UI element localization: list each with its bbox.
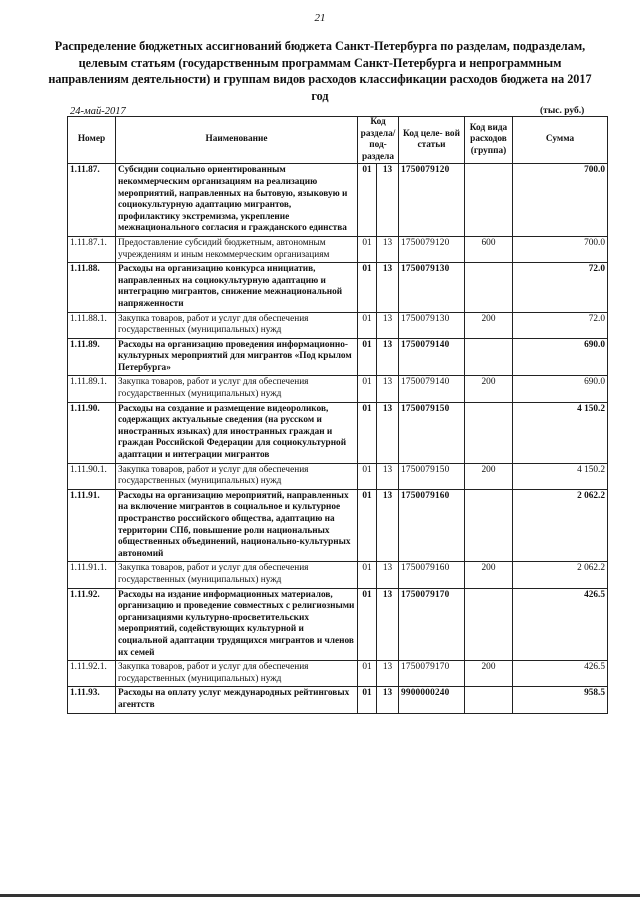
cell-vr [465,402,513,463]
cell-vr [465,687,513,713]
cell-sum: 958.5 [513,687,608,713]
cell-name: Расходы на организацию проведения информационно-культурных мероприятий для мигрантов «Под крылом Петербурга» [116,338,358,376]
cell-sum: 690.0 [513,376,608,402]
cell-name: Субсидии социально ориентированным некоммерческим организациям на реализацию мероприятий, направленных на бытовую, языковую и социокультурную адаптацию мигрантов, профилактику экстремизма, укрепление межнационального согласия и гражданского единства [116,164,358,237]
cell-sum: 4 150.2 [513,402,608,463]
cell-cs: 1750079150 [399,402,465,463]
cell-name: Расходы на издание информационных материалов, организацию и проведение совместных с религиозными организациями культурно-просветительских мероприятий, содействующих культурной и социальной адаптации трудящихся мигрантов и членов их семей [116,588,358,661]
cell-name: Закупка товаров, работ и услуг для обеспечения государственных (муниципальных) нужд [116,376,358,402]
header-razdel: Код раздела/ под- раздела [358,117,399,164]
header-vr: Код вида расходов (группа) [465,117,513,164]
cell-pr: 13 [377,338,399,376]
table-row [68,402,608,463]
cell-cs: 1750079160 [399,562,465,588]
cell-name: Закупка товаров, работ и услуг для обеспечения государственных (муниципальных) нужд [116,463,358,489]
cell-sum: 700.0 [513,236,608,262]
document-title: Распределение бюджетных ассигнований бюджета Санкт-Петербурга по разделам, подразделам, целевым статьям (государственным программам Санкт-Петербурга и непрограммным направлениям деятельности) и группам видов расходов классификации расходов бюджета на 2017 год [48,39,592,103]
cell-name: Расходы на организацию конкурса инициатив, направленных на социокультурную адаптацию и интеграцию мигрантов, снижение межнациональной напряженности [116,263,358,312]
document-date: 24-май-2017 [70,106,126,117]
cell-pr: 13 [377,236,399,262]
cell-num: 1.11.87. [68,164,116,237]
cell-cs: 9900000240 [399,687,465,713]
cell-cs: 1750079140 [399,338,465,376]
cell-pr: 13 [377,164,399,237]
table-row [68,588,608,661]
cell-cs: 1750079150 [399,463,465,489]
cell-pr: 13 [377,661,399,687]
cell-vr [465,588,513,661]
units-label: (тыс. руб.) [540,106,585,116]
cell-vr: 200 [465,376,513,402]
cell-cs: 1750079170 [399,661,465,687]
table-row [68,489,608,562]
table-row [68,661,608,687]
cell-sum: 700.0 [513,164,608,237]
cell-num: 1.11.91.1. [68,562,116,588]
cell-vr: 200 [465,312,513,338]
header-name: Наименование [116,117,358,164]
cell-pr: 13 [377,402,399,463]
table-row [68,312,608,338]
budget-table [67,116,608,714]
cell-name: Расходы на создание и размещение видеороликов, содержащих актуальные сведения (на русском и иностранных языках) для иностранных граждан и граждан Российской Федерации для социокультурной адаптации и интеграции мигрантов [116,402,358,463]
cell-sum: 72.0 [513,312,608,338]
cell-vr: 200 [465,661,513,687]
cell-rz: 01 [358,338,377,376]
scan-border-line [0,894,640,897]
cell-sum: 690.0 [513,338,608,376]
cell-sum: 426.5 [513,588,608,661]
cell-name: Закупка товаров, работ и услуг для обеспечения государственных (муниципальных) нужд [116,661,358,687]
cell-rz: 01 [358,236,377,262]
cell-rz: 01 [358,588,377,661]
cell-pr: 13 [377,376,399,402]
cell-rz: 01 [358,263,377,312]
cell-rz: 01 [358,402,377,463]
cell-vr: 200 [465,562,513,588]
cell-sum: 4 150.2 [513,463,608,489]
cell-name: Предоставление субсидий бюджетным, автономным учреждениям и иным некоммерческим организациям [116,236,358,262]
cell-rz: 01 [358,312,377,338]
cell-pr: 13 [377,489,399,562]
cell-vr [465,489,513,562]
cell-num: 1.11.87.1. [68,236,116,262]
cell-rz: 01 [358,687,377,713]
cell-vr: 600 [465,236,513,262]
cell-num: 1.11.89. [68,338,116,376]
cell-rz: 01 [358,562,377,588]
cell-cs: 1750079120 [399,164,465,237]
cell-cs: 1750079130 [399,263,465,312]
header-num: Номер [68,117,116,164]
cell-name: Расходы на организацию мероприятий, направленных на включение мигрантов в социальное и культурное пространство российского общества, адаптацию на территории СПб, повышение роли национальных общественных объединений, национально-культурных автономий [116,489,358,562]
cell-num: 1.11.93. [68,687,116,713]
cell-pr: 13 [377,588,399,661]
table-row [68,376,608,402]
table-row [68,463,608,489]
cell-rz: 01 [358,376,377,402]
page-number: 21 [314,12,326,24]
cell-rz: 01 [358,164,377,237]
cell-cs: 1750079160 [399,489,465,562]
cell-cs: 1750079130 [399,312,465,338]
cell-vr [465,263,513,312]
cell-pr: 13 [377,263,399,312]
cell-pr: 13 [377,562,399,588]
cell-pr: 13 [377,463,399,489]
cell-num: 1.11.88.1. [68,312,116,338]
cell-sum: 72.0 [513,263,608,312]
cell-num: 1.11.91. [68,489,116,562]
cell-num: 1.11.89.1. [68,376,116,402]
cell-rz: 01 [358,661,377,687]
header-cs: Код целе- вой статьи [399,117,465,164]
cell-num: 1.11.90.1. [68,463,116,489]
cell-sum: 2 062.2 [513,489,608,562]
cell-cs: 1750079170 [399,588,465,661]
cell-rz: 01 [358,489,377,562]
table-row [68,338,608,376]
cell-name: Закупка товаров, работ и услуг для обеспечения государственных (муниципальных) нужд [116,312,358,338]
table-row [68,562,608,588]
cell-vr [465,164,513,237]
cell-sum: 426.5 [513,661,608,687]
cell-num: 1.11.88. [68,263,116,312]
table-row [68,687,608,713]
cell-rz: 01 [358,463,377,489]
cell-sum: 2 062.2 [513,562,608,588]
table-row [68,236,608,262]
cell-name: Закупка товаров, работ и услуг для обеспечения государственных (муниципальных) нужд [116,562,358,588]
cell-cs: 1750079140 [399,376,465,402]
cell-pr: 13 [377,312,399,338]
table-body [68,164,608,713]
cell-num: 1.11.92.1. [68,661,116,687]
cell-cs: 1750079120 [399,236,465,262]
cell-name: Расходы на оплату услуг международных рейтинговых агентств [116,687,358,713]
table-header-row [68,117,608,164]
cell-num: 1.11.92. [68,588,116,661]
cell-num: 1.11.90. [68,402,116,463]
cell-pr: 13 [377,687,399,713]
table-row [68,164,608,237]
cell-vr: 200 [465,463,513,489]
cell-vr [465,338,513,376]
header-sum: Сумма [513,117,608,164]
table-row [68,263,608,312]
